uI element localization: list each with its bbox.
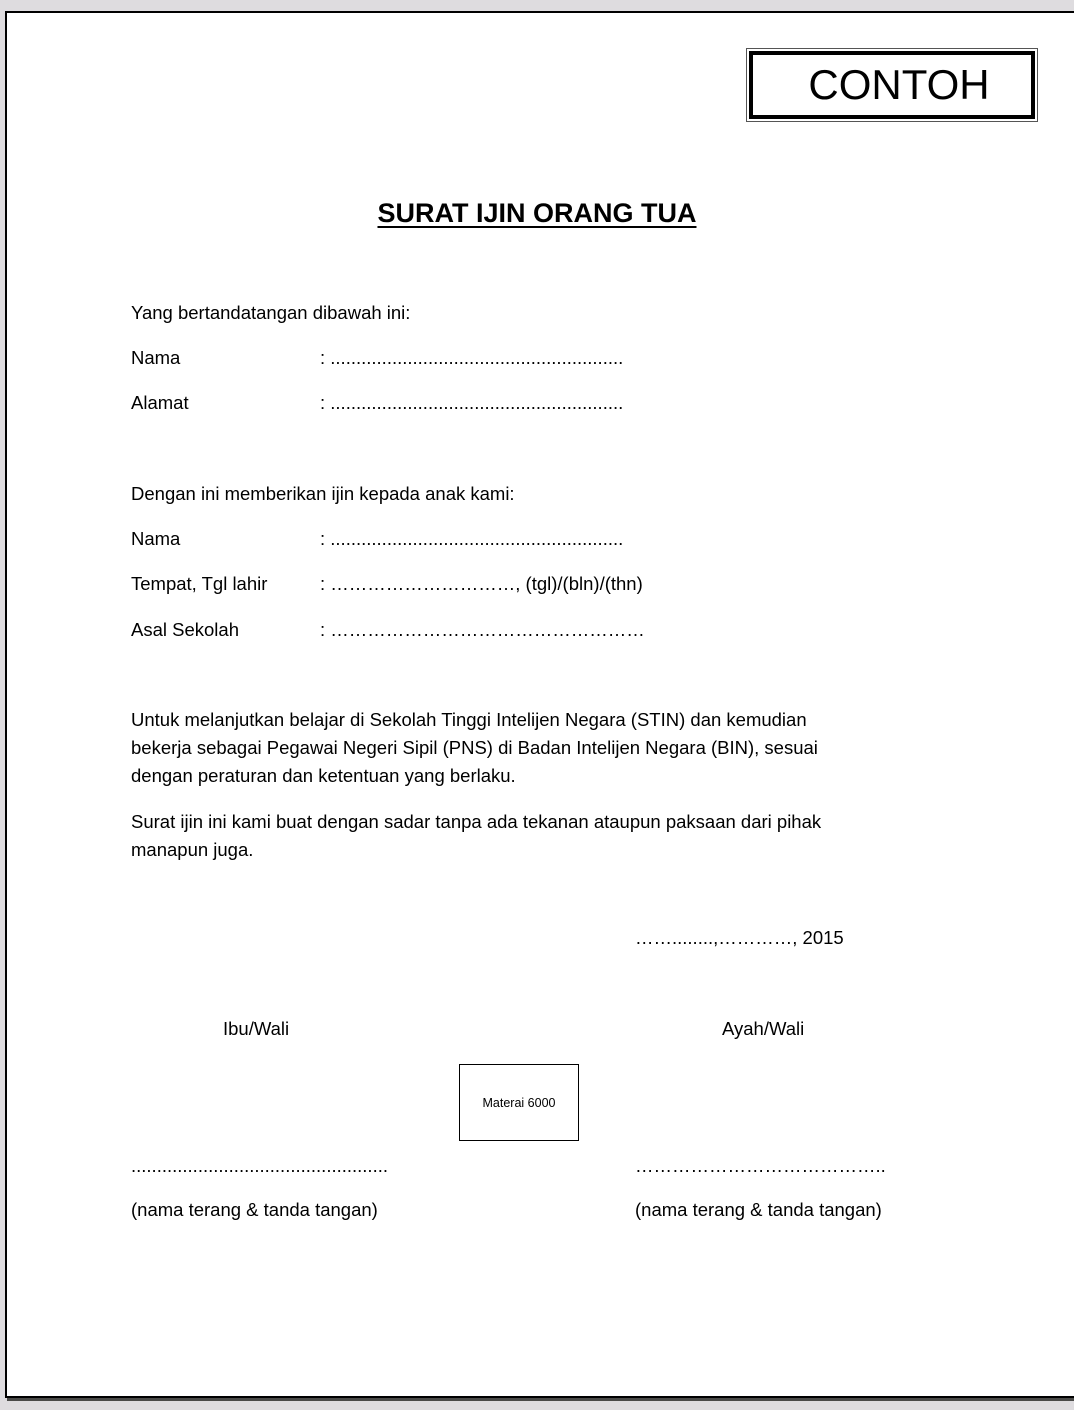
contoh-stamp (746, 48, 1038, 122)
paragraph-line: bekerja sebagai Pegawai Negeri Sipil (PNS) di Badan Intelijen Negara (BIN), sesuai (131, 737, 818, 758)
child-intro-text: Dengan ini memberikan ijin kepada anak kami: (131, 483, 515, 504)
field-dots: : ......................................................... (320, 347, 624, 368)
right-signer-role: Ayah/Wali (722, 1018, 805, 1039)
paragraph-line: Surat ijin ini kami buat dengan sadar tanpa ada tekanan ataupun paksaan dari pihak (131, 811, 822, 832)
paragraph-2 (131, 808, 931, 864)
left-signature-caption: (nama terang & tanda tangan) (131, 1199, 378, 1220)
document-title: SURAT IJIN ORANG TUA (377, 198, 697, 228)
paragraph-line: manapun juga. (131, 839, 254, 860)
stamp-text: CONTOH (749, 51, 1035, 119)
field-label: Nama (131, 347, 181, 368)
field-value (320, 528, 682, 550)
right-signature-caption: (nama terang & tanda tangan) (635, 1199, 882, 1220)
field-value: : …………………………………………… (320, 619, 645, 640)
date-line: ……........,…………, 2015 (635, 927, 844, 948)
field-value: : …………………………, (tgl)/(bln)/(thn) (320, 573, 643, 594)
left-signature-line: .................................................. (131, 1155, 388, 1176)
field-value (320, 347, 682, 369)
left-signer-role: Ibu/Wali (223, 1018, 290, 1039)
field-label: Asal Sekolah (131, 619, 239, 640)
field-label: Tempat, Tgl lahir (131, 573, 268, 594)
paragraph-line: dengan peraturan dan ketentuan yang berlaku. (131, 765, 516, 786)
field-dots: : ......................................................... (320, 392, 624, 413)
right-signature-line: ………………………………….. (635, 1155, 886, 1176)
field-value (320, 392, 682, 414)
materai-box: Materai 6000 (459, 1064, 579, 1141)
field-label: Nama (131, 528, 181, 549)
paragraph-line: Untuk melanjutkan belajar di Sekolah Tinggi Intelijen Negara (STIN) dan kemudian (131, 709, 807, 730)
intro-text: Yang bertandatangan dibawah ini: (131, 302, 411, 323)
paragraph-1 (131, 706, 931, 790)
field-label: Alamat (131, 392, 189, 413)
field-dots: : ......................................................... (320, 528, 624, 549)
